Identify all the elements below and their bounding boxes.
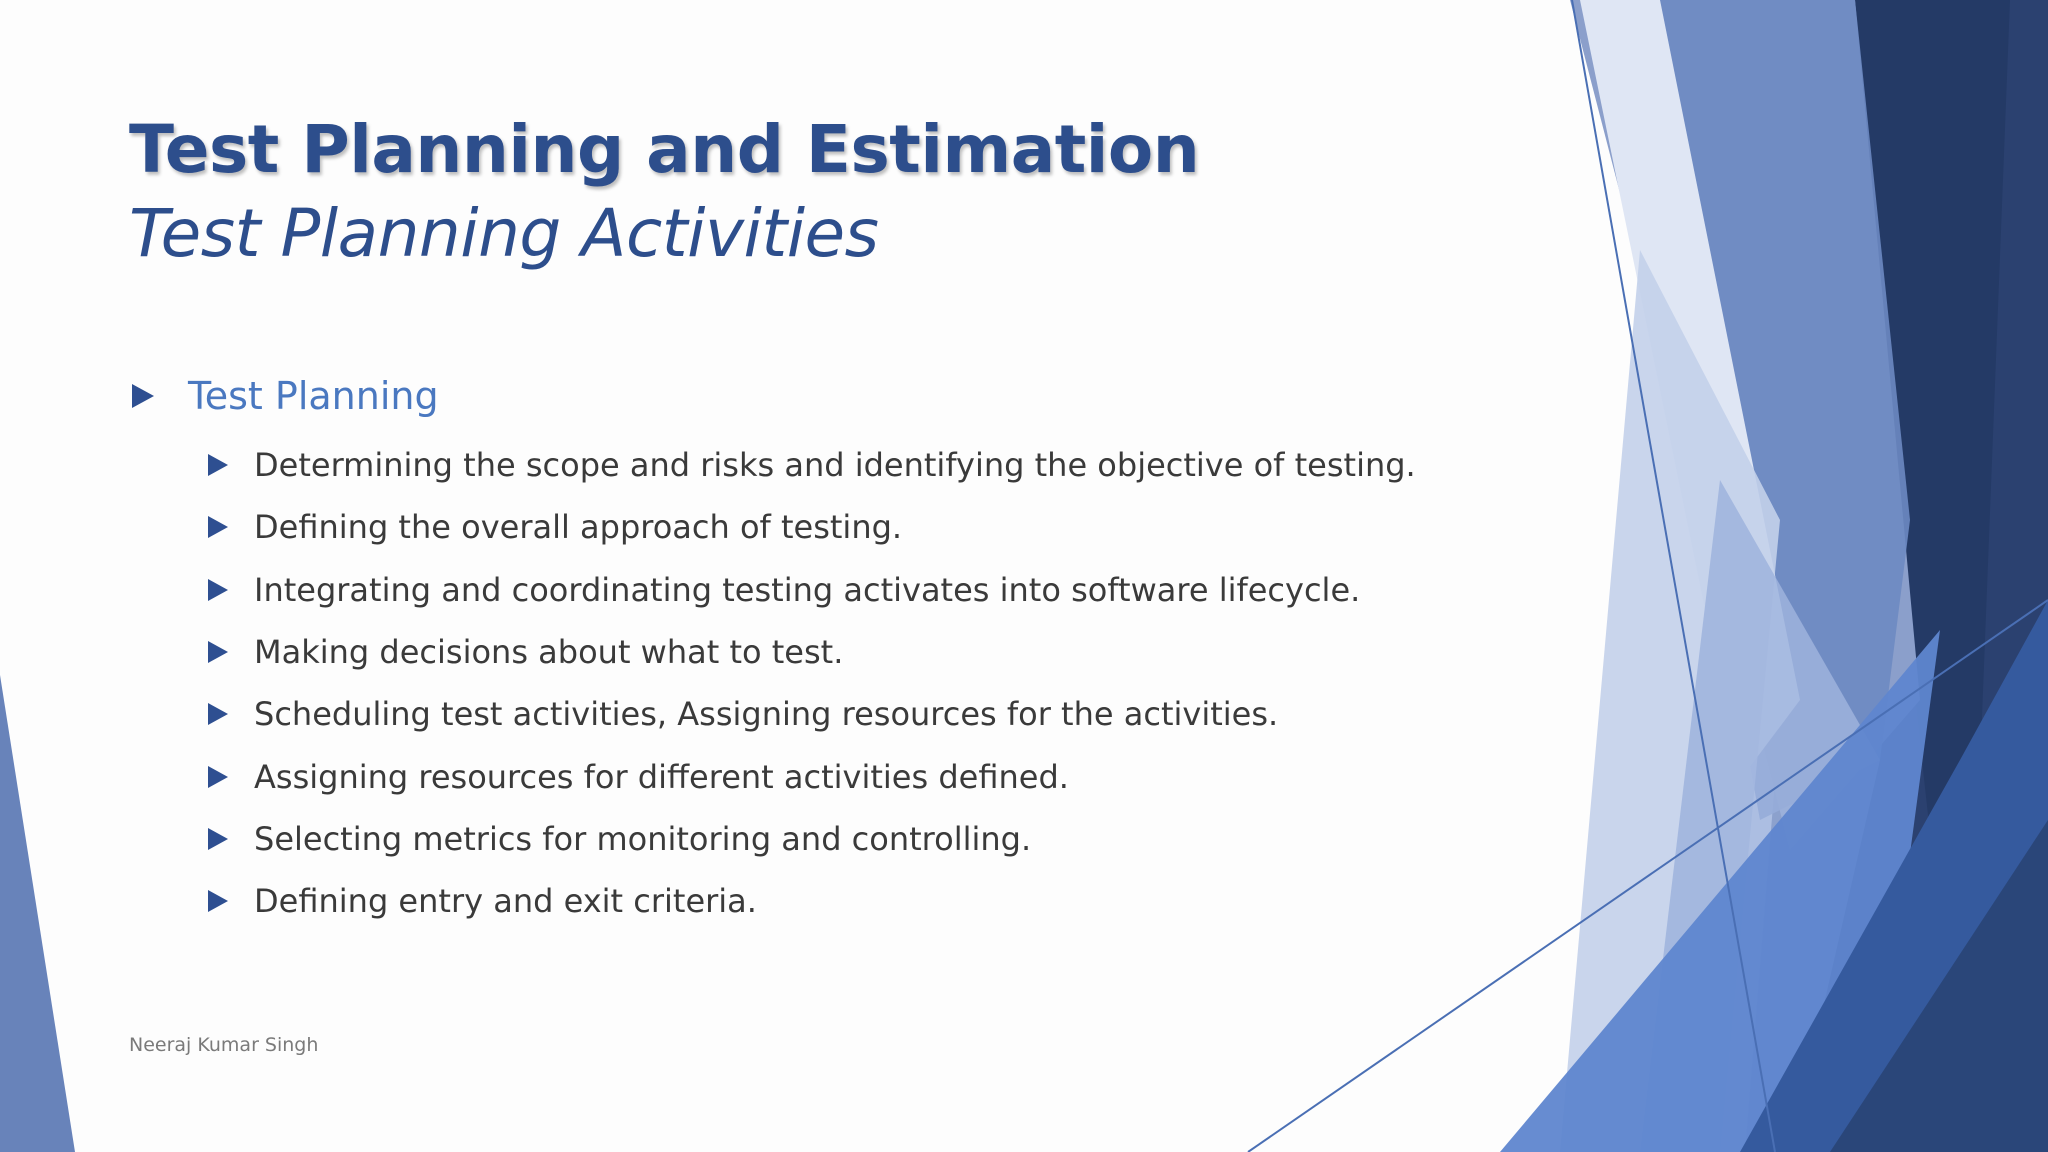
triangle-bullet-icon <box>208 641 228 663</box>
list-item <box>208 683 1589 745</box>
list-item <box>208 434 1589 496</box>
left-edge-shape <box>0 675 75 1152</box>
triangle-bullet-icon <box>208 703 228 725</box>
triangle-bullet-icon <box>208 454 228 476</box>
bullet-list <box>129 434 1589 932</box>
list-item-text: Defining entry and exit criteria. <box>254 882 757 921</box>
section-heading: Test Planning <box>188 374 439 418</box>
triangle-bullet-icon <box>132 384 154 408</box>
triangle-bullet-icon <box>208 516 228 538</box>
list-item-text: Making decisions about what to test. <box>254 633 844 672</box>
list-item <box>208 559 1589 621</box>
section-heading-row <box>129 366 1589 426</box>
list-item-text: Assigning resources for different activities defined. <box>254 757 1069 796</box>
slide-title: Test Planning and Estimation <box>129 111 1200 188</box>
list-item-text: Integrating and coordinating testing activates into software lifecycle. <box>254 570 1361 609</box>
triangle-bullet-icon <box>208 890 228 912</box>
list-item <box>208 745 1589 807</box>
slide-subtitle: Test Planning Activities <box>129 195 879 272</box>
triangle-bullet-icon <box>208 579 228 601</box>
list-item-text: Scheduling test activities, Assigning resources for the activities. <box>254 695 1279 734</box>
list-item-text: Selecting metrics for monitoring and controlling. <box>254 819 1032 858</box>
list-item <box>208 496 1589 558</box>
list-item <box>208 621 1589 683</box>
title-block <box>129 108 1529 276</box>
list-item-text: Determining the scope and risks and identifying the objective of testing. <box>254 446 1416 485</box>
triangle-bullet-icon <box>208 766 228 788</box>
triangle-bullet-icon <box>208 828 228 850</box>
slide-content <box>129 366 1589 932</box>
list-item <box>208 808 1589 870</box>
list-item-text: Defining the overall approach of testing. <box>254 508 903 547</box>
list-item <box>208 870 1589 932</box>
slide-footer: Neeraj Kumar Singh <box>129 1034 319 1056</box>
